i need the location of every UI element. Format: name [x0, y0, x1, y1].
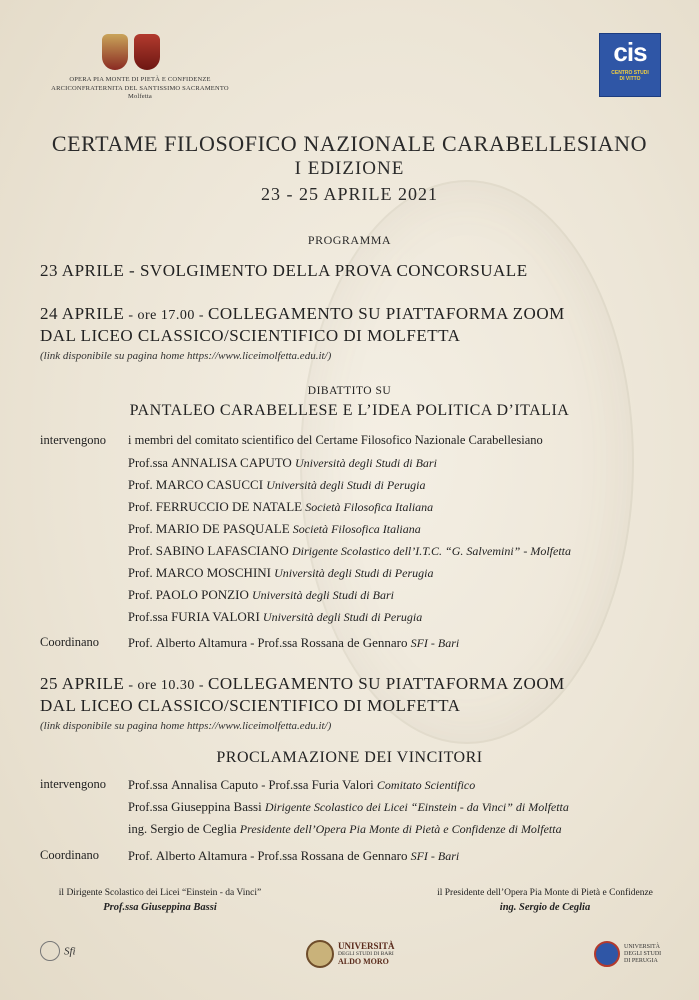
dibattito-intro: i membri del comitato scientifico del Certame Filosofico Nazionale Carabellesiano — [128, 433, 543, 447]
event-dates: 23 - 25 APRILE 2021 — [260, 184, 438, 204]
proc-r1-aff: Comitato Scientifico — [376, 778, 476, 792]
org-line-3: Molfetta — [128, 93, 152, 100]
crest-logo-left — [102, 34, 128, 70]
day-25-date: 25 APRILE — [40, 674, 125, 693]
speaker-name: PAOLO PONZIO — [155, 587, 249, 602]
proc-coordinators — [128, 848, 459, 864]
programma-heading: PROGRAMMA — [307, 233, 392, 247]
proc-coord-title-2: Prof.ssa — [257, 849, 298, 863]
proc-row-2 — [128, 799, 569, 815]
sfi-emblem-icon — [40, 941, 60, 961]
uniba-logo — [306, 940, 395, 968]
intervengono-label: intervengono — [40, 433, 106, 447]
speaker-affiliation: Università degli Studi di Bari — [294, 456, 437, 470]
dibattito-coordinators — [128, 635, 459, 651]
speaker-name: ANNALISA CAPUTO — [171, 455, 292, 470]
unipg-seal-icon — [594, 941, 620, 967]
speaker-affiliation: Società Filosofica Italiana — [305, 500, 434, 514]
proclamazione-title: PROCLAMAZIONE DEI VINCITORI — [216, 749, 483, 766]
coord-aff: SFI - Bari — [410, 636, 460, 650]
speaker-row — [128, 477, 426, 493]
speaker-name: FURIA VALORI — [171, 609, 260, 624]
speaker-title: Prof. — [128, 500, 153, 514]
crest-logo-right — [134, 34, 160, 70]
day-25-desc: COLLEGAMENTO SU PIATTAFORMA ZOOM — [208, 674, 565, 693]
org-line-1: OPERA PIA MONTE DI PIETÀ E CONFIDENZE — [69, 76, 211, 83]
proc-coord-sep: - — [247, 849, 258, 863]
unipg-line-3: DI PERUGIA — [624, 957, 658, 964]
coord-title-1: Prof. — [128, 636, 153, 650]
organizer-lines — [40, 76, 240, 102]
unipg-logo — [594, 941, 661, 967]
signature-right-name: ing. Sergio de Ceglia — [499, 902, 591, 913]
speaker-affiliation: Dirigente Scolastico dell’I.T.C. “G. Salvemini” - Molfetta — [291, 544, 572, 558]
proc-r1-name-1: Annalisa Caputo — [171, 777, 259, 792]
speaker-affiliation: Università degli Studi di Perugia — [266, 478, 426, 492]
speaker-name: MARCO CASUCCI — [155, 477, 264, 492]
cis-logo-text-2: DI VITTO — [619, 76, 641, 82]
speaker-name: MARIO DE PASQUALE — [155, 521, 290, 536]
speaker-name: FERRUCCIO DE NATALE — [155, 499, 303, 514]
day-24-line-2: DAL LICEO CLASSICO/SCIENTIFICO DI MOLFETTA — [40, 326, 461, 345]
signature-right-role: il Presidente dell’Opera Pia Monte di Pietà e Confidenze — [437, 888, 653, 898]
event-edition: I EDIZIONE — [294, 158, 405, 179]
signature-left — [30, 888, 290, 913]
unipg-line-1: UNIVERSITÀ — [624, 943, 660, 950]
day-25-line-1 — [40, 673, 565, 697]
dibattito-pre: DIBATTITO SU — [307, 385, 392, 397]
day-24-time: - ore 17.00 - — [124, 308, 209, 323]
day-24-link[interactable]: (link disponibile su pagina home https://www.liceimolfetta.edu.it/) — [40, 350, 332, 362]
proc-row-3 — [128, 821, 562, 837]
speaker-row — [128, 521, 421, 537]
speaker-row — [128, 543, 571, 559]
proc-r1-title-1: Prof.ssa — [128, 778, 168, 792]
proc-r1-sep: - — [258, 778, 269, 792]
coord-title-2: Prof.ssa — [257, 636, 298, 650]
proc-coord-title-1: Prof. — [128, 849, 153, 863]
speaker-name: SABINO LAFASCIANO — [155, 543, 289, 558]
speaker-title: Prof. — [128, 478, 153, 492]
signature-left-name: Prof.ssa Giuseppina Bassi — [103, 902, 217, 913]
speaker-row — [128, 455, 437, 471]
speaker-affiliation: Società Filosofica Italiana — [292, 522, 421, 536]
speaker-row — [128, 609, 422, 625]
unipg-line-2: DEGLI STUDI — [624, 950, 662, 957]
speaker-title: Prof. — [128, 544, 153, 558]
uniba-line-1: UNIVERSITÀ — [338, 941, 395, 951]
cis-logo-text-1: CENTRO STUDI — [611, 70, 649, 76]
signature-left-role: il Dirigente Scolastico dei Licei “Einstein - da Vinci” — [58, 888, 262, 898]
speaker-title: Prof.ssa — [128, 610, 168, 624]
coord-sep: - — [247, 636, 258, 650]
proc-r3-name: Sergio de Ceglia — [150, 821, 237, 836]
coordinano-label: Coordinano — [40, 635, 100, 649]
day-25-link[interactable]: (link disponibile su pagina home https://www.liceimolfetta.edu.it/) — [40, 720, 332, 732]
proc-coord-name-2: Rossana de Gennaro — [300, 848, 408, 863]
speaker-title: Prof. — [128, 588, 153, 602]
org-line-2: ARCICONFRATERNITA DEL SANTISSIMO SACRAMENTO — [51, 84, 229, 92]
proc-intervengono-label: intervengono — [40, 777, 106, 791]
proc-coordinano-label: Coordinano — [40, 848, 100, 862]
day-24-date: 24 APRILE — [40, 304, 125, 323]
coord-name-2: Rossana de Gennaro — [300, 635, 408, 650]
day-24-line-1 — [40, 303, 565, 327]
proc-r2-title: Prof.ssa — [128, 800, 168, 814]
event-title: CERTAME FILOSOFICO NAZIONALE CARABELLESIANO — [51, 131, 648, 156]
speaker-row — [128, 587, 394, 603]
day-25-line-2: DAL LICEO CLASSICO/SCIENTIFICO DI MOLFETTA — [40, 696, 461, 715]
proc-r1-name-2: Furia Valori — [311, 777, 374, 792]
uniba-seal-icon — [306, 940, 334, 968]
proc-r3-title: ing. — [128, 822, 148, 836]
day-23-line: 23 APRILE - SVOLGIMENTO DELLA PROVA CONCORSUALE — [40, 261, 528, 280]
speaker-affiliation: Università degli Studi di Bari — [251, 588, 394, 602]
speaker-name: MARCO MOSCHINI — [155, 565, 271, 580]
proc-r2-aff: Dirigente Scolastico dei Licei “Einstein - da Vinci” di Molfetta — [264, 800, 569, 814]
signature-right — [410, 888, 680, 913]
speaker-title: Prof. — [128, 522, 153, 536]
speaker-title: Prof. — [128, 566, 153, 580]
proc-r3-aff: Presidente dell’Opera Pia Monte di Pietà e Confidenze di Molfetta — [239, 822, 562, 836]
proc-r1-title-2: Prof.ssa — [268, 778, 309, 792]
sfi-logo — [40, 941, 76, 961]
coord-name-1: Alberto Altamura — [155, 635, 248, 650]
cis-logo — [599, 33, 661, 97]
sfi-logo-text: Sfi — [64, 945, 76, 958]
proc-coord-name-1: Alberto Altamura — [155, 848, 248, 863]
dibattito-title: PANTALEO CARABELLESE E L’IDEA POLITICA D’ITALIA — [129, 402, 570, 419]
speaker-title: Prof.ssa — [128, 456, 168, 470]
speaker-affiliation: Università degli Studi di Perugia — [262, 610, 423, 624]
speaker-row — [128, 499, 433, 515]
speaker-affiliation: Università degli Studi di Perugia — [274, 566, 434, 580]
proc-coord-aff: SFI - Bari — [410, 849, 460, 863]
day-25-time: - ore 10.30 - — [124, 678, 209, 693]
uniba-line-3: ALDO MORO — [338, 957, 389, 966]
cis-logo-mark: cis — [613, 37, 647, 67]
day-24-desc: COLLEGAMENTO SU PIATTAFORMA ZOOM — [208, 304, 565, 323]
speaker-row — [128, 565, 433, 581]
proc-row-1 — [128, 777, 475, 793]
uniba-line-2: DEGLI STUDI DI BARI — [338, 951, 394, 957]
proc-r2-name: Giuseppina Bassi — [171, 799, 262, 814]
